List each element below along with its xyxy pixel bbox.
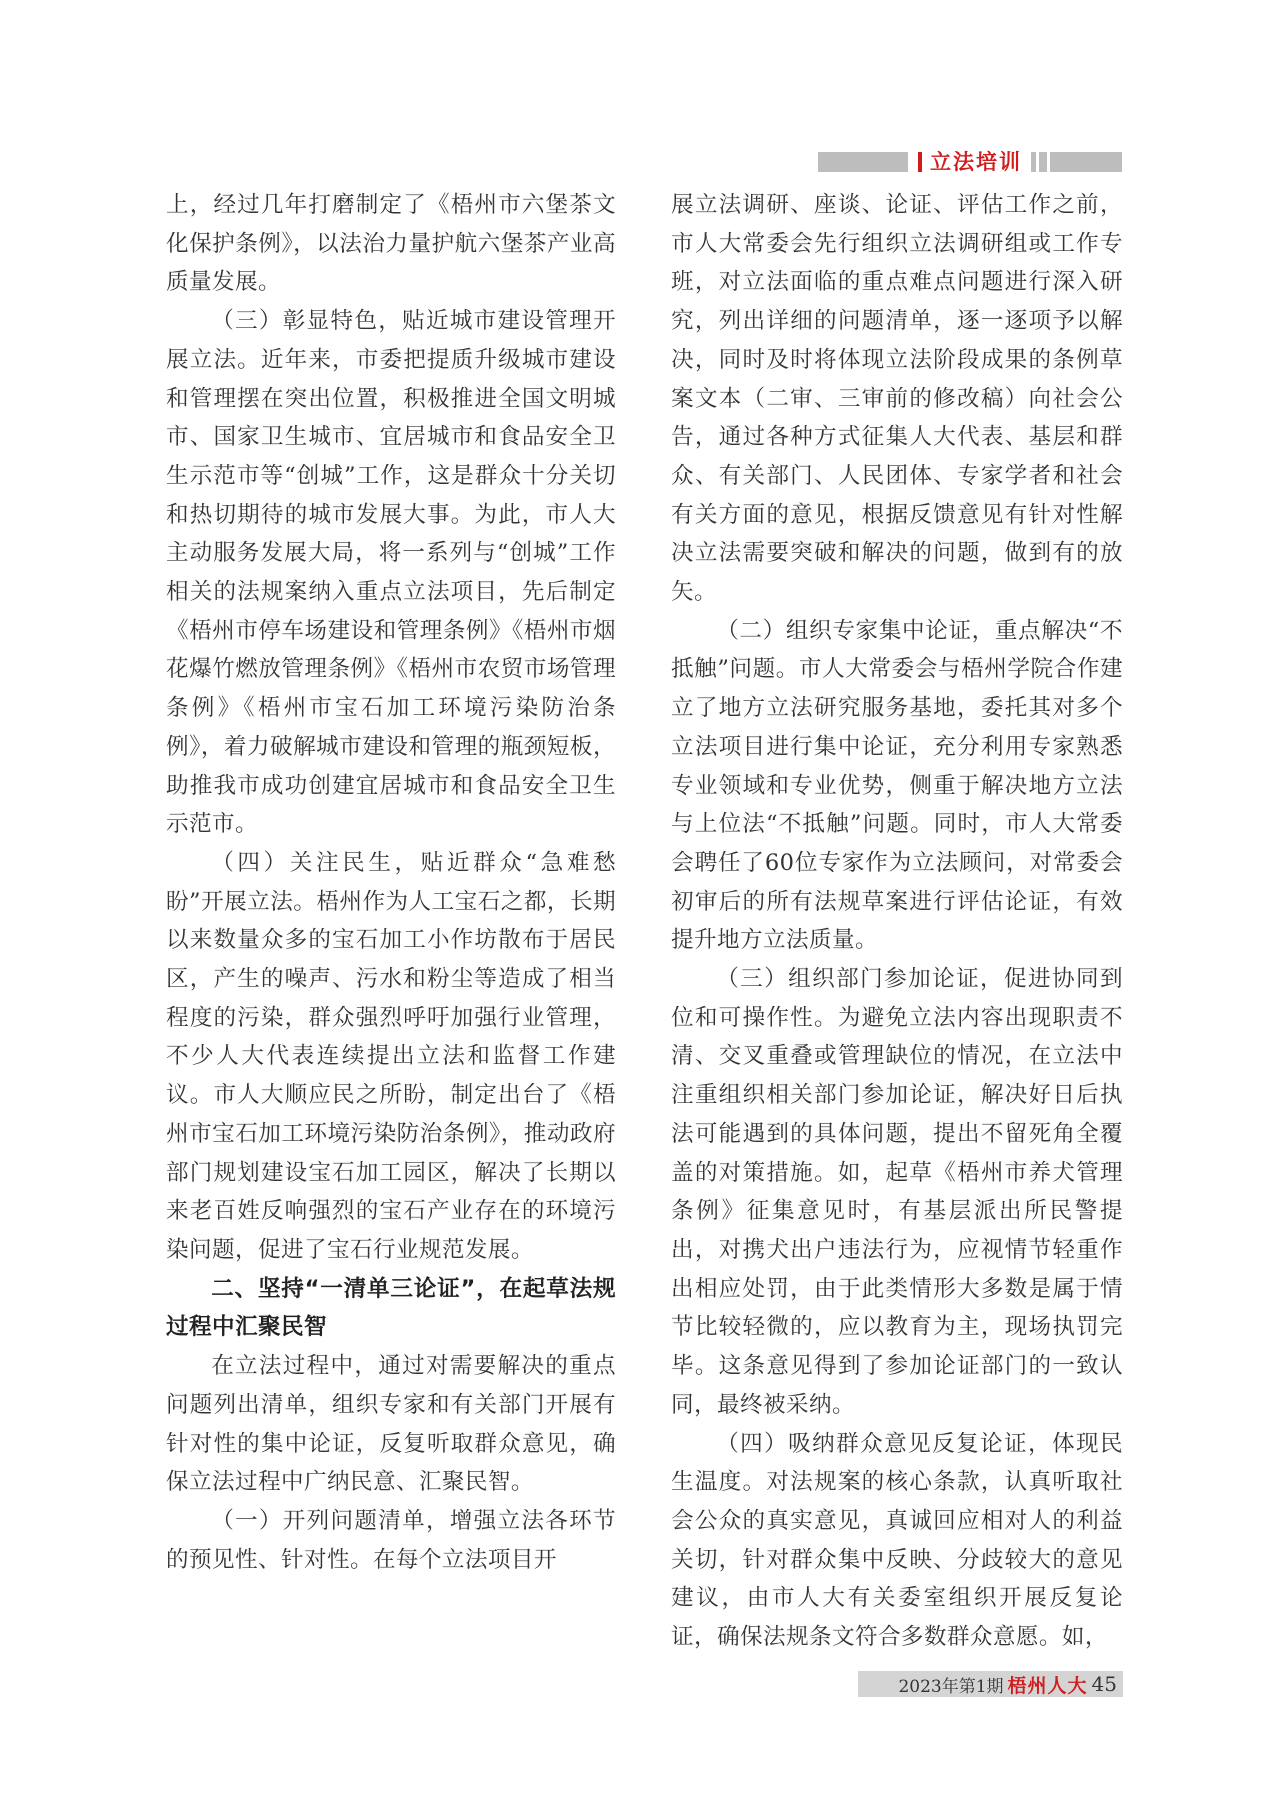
paragraph: （二）组织专家集中论证，重点解决“不抵触”问题。市人大常委会与梧州学院合作建立了地方立法研究服务基地，委托其对多个立法项目进行集中论证，充分利用专家熟悉专业领域和专业优势，侧重于解决地方立法与上位法“不抵触”问题。同时，市人大常委会聘任了60位专家作为立法顾问，对常委会初审后的所有法规草案进行评估论证，有效提升地方立法质量。 xyxy=(671,617,1123,954)
section-label: 立法培训 xyxy=(930,150,1022,174)
journal-name: 梧州人大 xyxy=(1007,1674,1088,1697)
paragraph: （一）开列问题清单，增强立法各环节的预见性、针对性。在每个立法项目开 xyxy=(166,1507,616,1573)
header-grey-bar xyxy=(818,152,908,172)
paragraph: （四）吸纳群众意见反复论证，体现民生温度。对法规案的核心条款，认真听取社会公众的真实意见，真诚回应相对人的利益关切，针对群众集中反映、分歧较大的意见建议，由市人大有关委室组织开展反复论证，确保法规条文符合多数群众意愿。如， xyxy=(671,1430,1123,1651)
paragraph: 展立法调研、座谈、论证、评估工作之前，市人大常委会先行组织立法调研组或工作专班，对立法面临的重点难点问题进行深入研究，列出详细的问题清单，逐一逐项予以解决，同时及时将体现立法阶段成果的条例草案文本（二审、三审前的修改稿）向社会公告，通过各种方式征集人大代表、基层和群众、有关部门、人民团体、专家学者和社会有关方面的意见，根据反馈意见有针对性解决立法需要突破和解决的问题，做到有的放矢。 xyxy=(671,192,1123,606)
right-column xyxy=(671,186,1123,1657)
paragraph: 上，经过几年打磨制定了《梧州市六堡茶文化保护条例》，以法治力量护航六堡茶产业高质量发展。 xyxy=(166,192,616,296)
issue-label: 2023年第1期 xyxy=(898,1676,1004,1697)
section-header xyxy=(818,152,1122,172)
left-column xyxy=(166,186,616,1579)
header-red-tick xyxy=(918,152,922,172)
header-grey-blocks xyxy=(1028,152,1122,172)
paragraph: （四）关注民生，贴近群众“急难愁盼”开展立法。梧州作为人工宝石之都，长期以来数量众多的宝石加工小作坊散布于居民区，产生的噪声、污水和粉尘等造成了相当程度的污染，群众强烈呼吁加强行业管理，不少人大代表连续提出立法和监督工作建议。市人大顺应民之所盼，制定出台了《梧州市宝石加工环境污染防治条例》，推动政府部门规划建设宝石加工园区，解决了长期以来老百姓反响强烈的宝石产业存在的环境污染问题，促进了宝石行业规范发展。 xyxy=(166,849,616,1263)
paragraph: （三）组织部门参加论证，促进协同到位和可操作性。为避免立法内容出现职责不清、交叉重叠或管理缺位的情况，在立法中注重组织相关部门参加论证，解决好日后执法可能遇到的具体问题，提出不留死角全覆盖的对策措施。如，起草《梧州市养犬管理条例》征集意见时，有基层派出所民警提出，对携犬出户违法行为，应视情节轻重作出相应处罚，由于此类情形大多数是属于情节比较轻微的，应以教育为主，现场执罚完毕。这条意见得到了参加论证部门的一致认同，最终被采纳。 xyxy=(671,966,1123,1418)
section-heading: 二、坚持“一清单三论证”，在起草法规过程中汇聚民智 xyxy=(166,1275,616,1341)
page-footer xyxy=(858,1671,1123,1697)
paragraph: （三）彰显特色，贴近城市建设管理开展立法。近年来，市委把提质升级城市建设和管理摆在突出位置，积极推进全国文明城市、国家卫生城市、宜居城市和食品安全卫生示范市等“创城”工作，这是群众十分关切和热切期待的城市发展大事。为此，市人大主动服务发展大局，将一系列与“创城”工作相关的法规案纳入重点立法项目，先后制定《梧州市停车场建设和管理条例》《梧州市烟花爆竹燃放管理条例》《梧州市农贸市场管理条例》《梧州市宝石加工环境污染防治条例》，着力破解城市建设和管理的瓶颈短板，助推我市成功创建宜居城市和食品安全卫生示范市。 xyxy=(166,308,616,838)
paragraph: 在立法过程中，通过对需要解决的重点问题列出清单，组织专家和有关部门开展有针对性的集中论证，反复听取群众意见，确保立法过程中广纳民意、汇聚民智。 xyxy=(166,1353,616,1496)
page-number: 45 xyxy=(1091,1672,1117,1696)
